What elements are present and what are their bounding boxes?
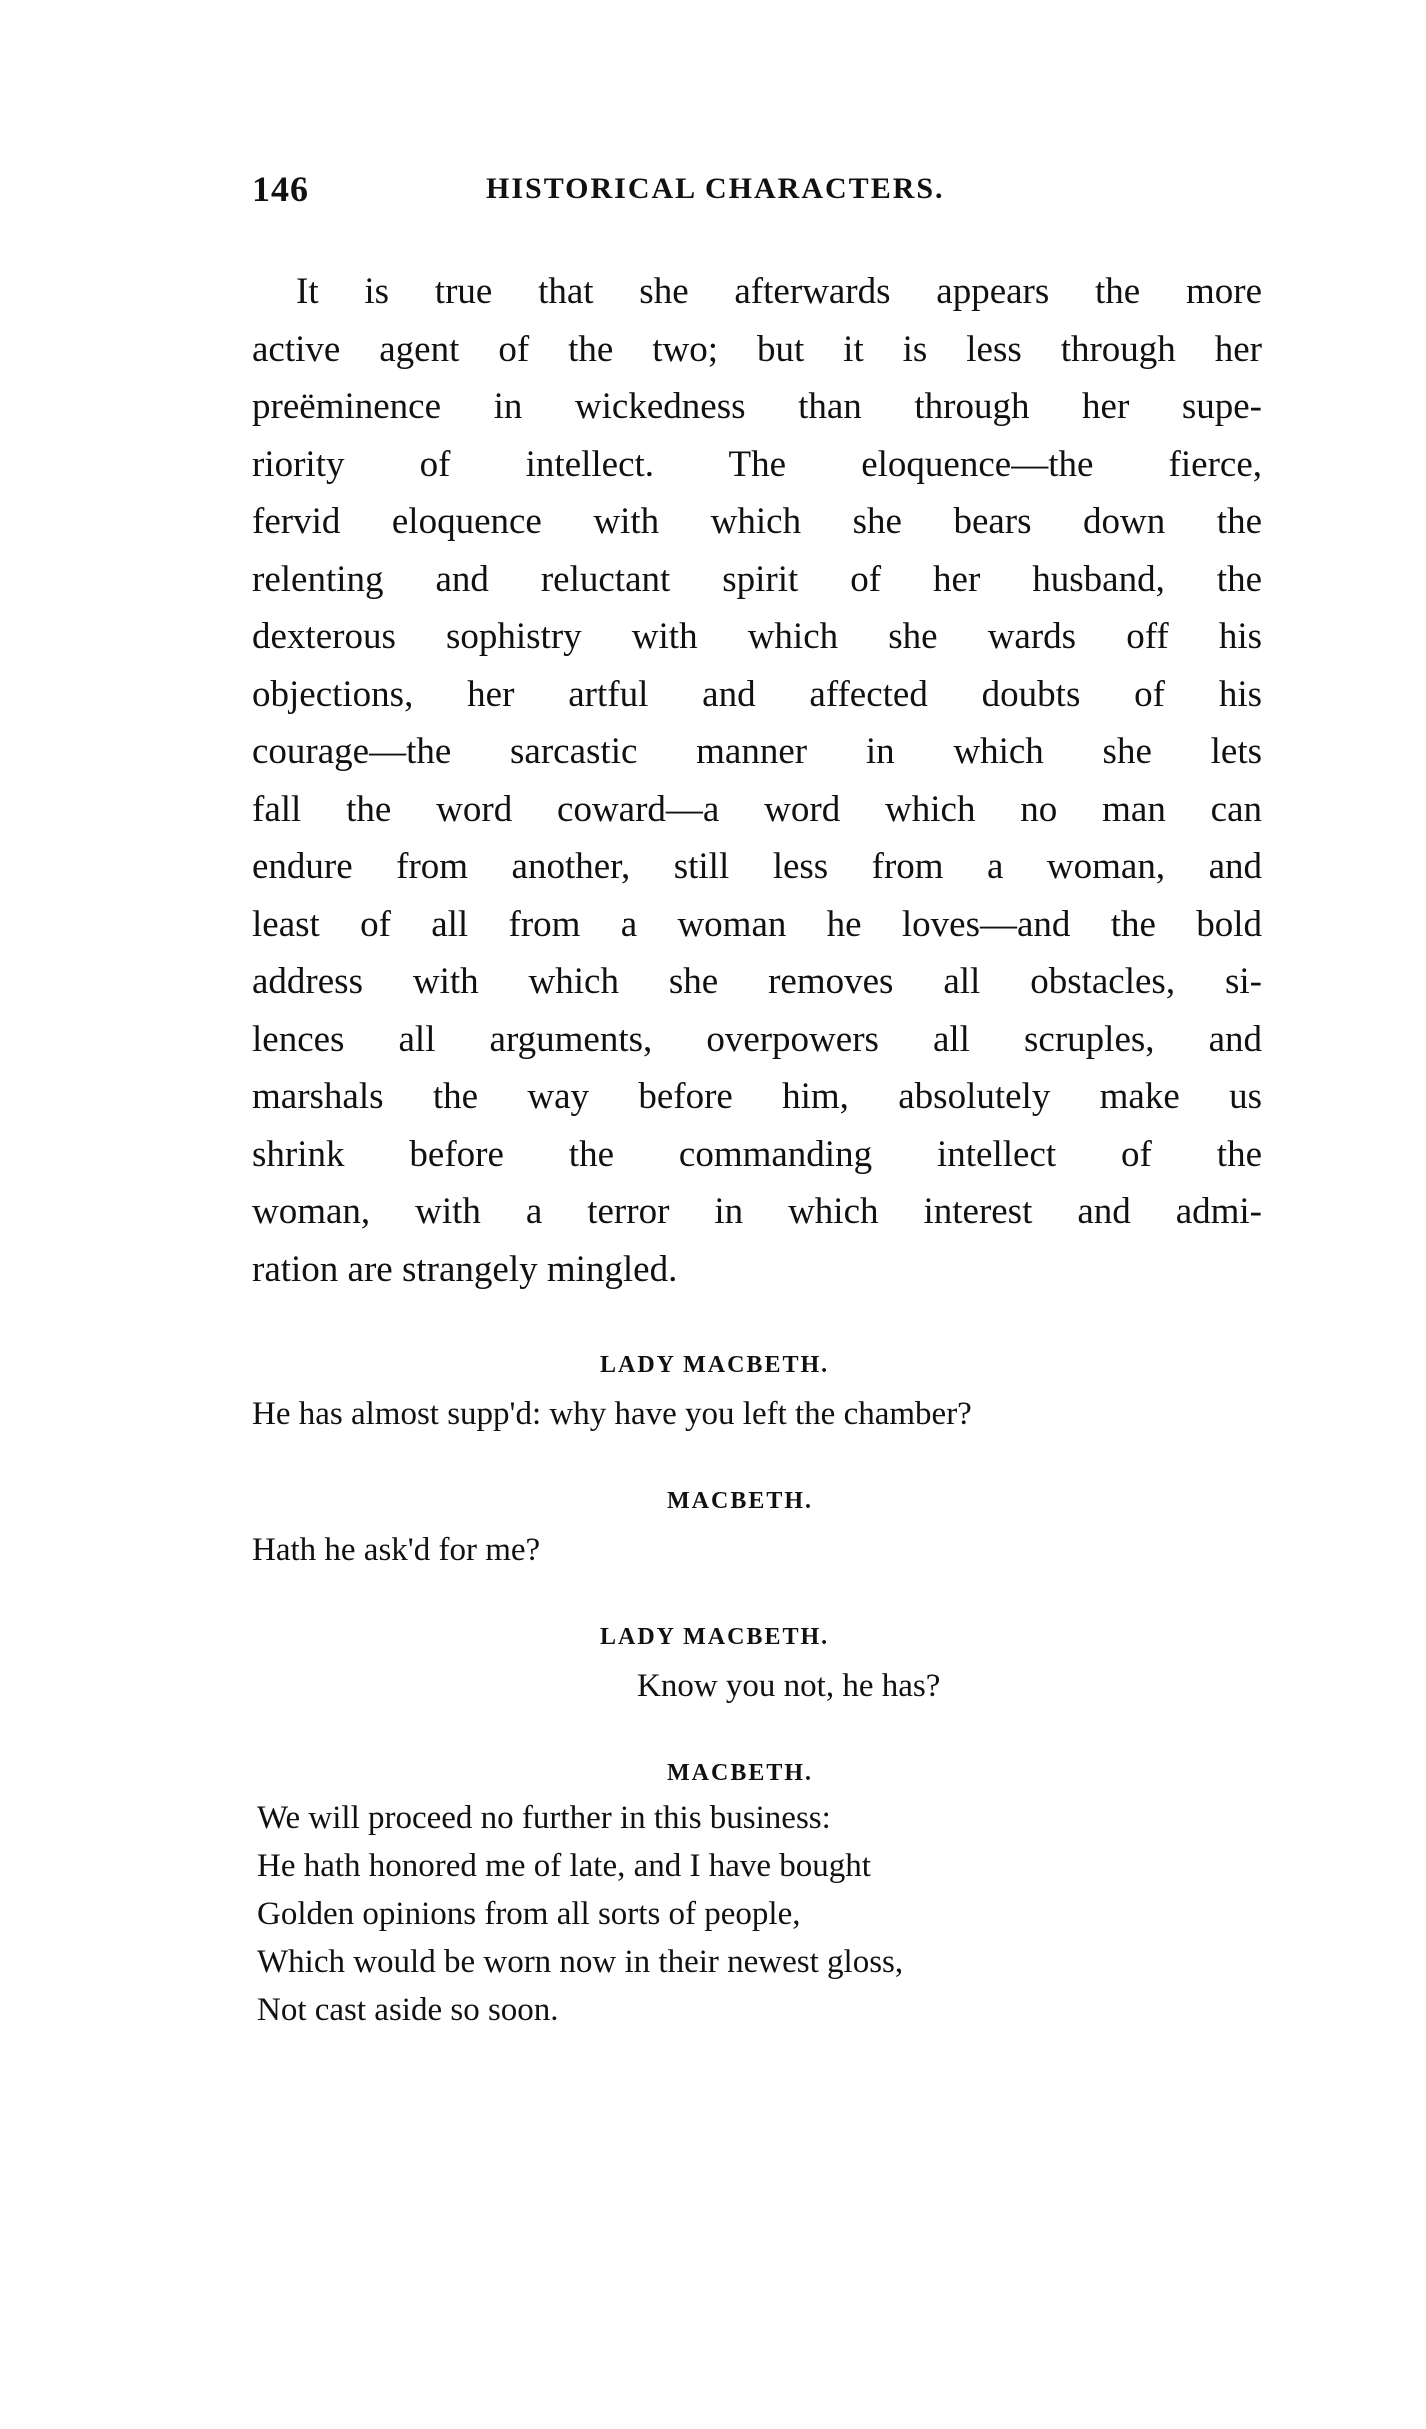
speaker-name: MACBETH. <box>667 1488 814 1514</box>
verse-block <box>637 1662 940 1710</box>
verse-block <box>257 1794 903 2034</box>
prose-line: fervid eloquence with which she bears down the <box>252 501 1262 542</box>
speaker-name: LADY MACBETH. <box>600 1352 830 1378</box>
verse-line: Golden opinions from all sorts of people, <box>257 1896 801 1932</box>
running-head: HISTORICAL CHARACTERS. <box>486 172 945 205</box>
prose-line: It is true that she afterwards appears the more <box>296 271 1262 312</box>
verse-line: We will proceed no further in this business: <box>257 1800 831 1836</box>
verse-line: Which would be worn now in their newest gloss, <box>257 1944 904 1980</box>
verse-line: Not cast aside so soon. <box>257 1992 559 2028</box>
prose-line: relenting and reluctant spirit of her husband, the <box>252 558 1262 600</box>
verse-line: He hath honored me of late, and I have bought <box>257 1848 871 1884</box>
prose-line: preëminence in wickedness than through her supe- <box>252 386 1262 427</box>
verse-line: Know you not, he has? <box>637 1668 941 1704</box>
prose-line: endure from another, still less from a woman, and <box>252 846 1262 887</box>
prose-line: dexterous sophistry with which she wards off his <box>252 616 1262 657</box>
prose-line: objections, her artful and affected doubts of his <box>252 673 1262 715</box>
prose-line: shrink before the commanding intellect of the <box>252 1133 1262 1175</box>
prose-line: lences all arguments, overpowers all scruples, and <box>252 1018 1262 1060</box>
page-number: 146 <box>252 169 309 209</box>
verse-block <box>252 1526 540 1574</box>
prose-line: woman, with a terror in which interest and admi- <box>252 1191 1262 1232</box>
verse-block <box>252 1390 972 1438</box>
prose-paragraph <box>252 263 1262 1298</box>
prose-line: fall the word coward—a word which no man can <box>252 788 1262 830</box>
prose-line: address with which she removes all obstacles, si- <box>252 961 1262 1002</box>
prose-line: courage—the sarcastic manner in which she lets <box>252 731 1262 772</box>
speaker-name: LADY MACBETH. <box>600 1624 830 1650</box>
verse-line: He has almost supp'd: why have you left the chamber? <box>252 1396 972 1432</box>
prose-line: ration are strangely mingled. <box>252 1248 678 1290</box>
prose-line: least of all from a woman he loves—and the bold <box>252 903 1262 945</box>
prose-line: marshals the way before him, absolutely make us <box>252 1076 1262 1117</box>
speaker-name: MACBETH. <box>667 1760 814 1786</box>
prose-line: riority of intellect. The eloquence—the fierce, <box>252 443 1262 485</box>
verse-line: Hath he ask'd for me? <box>252 1532 541 1568</box>
prose-line: active agent of the two; but it is less through her <box>252 328 1262 370</box>
